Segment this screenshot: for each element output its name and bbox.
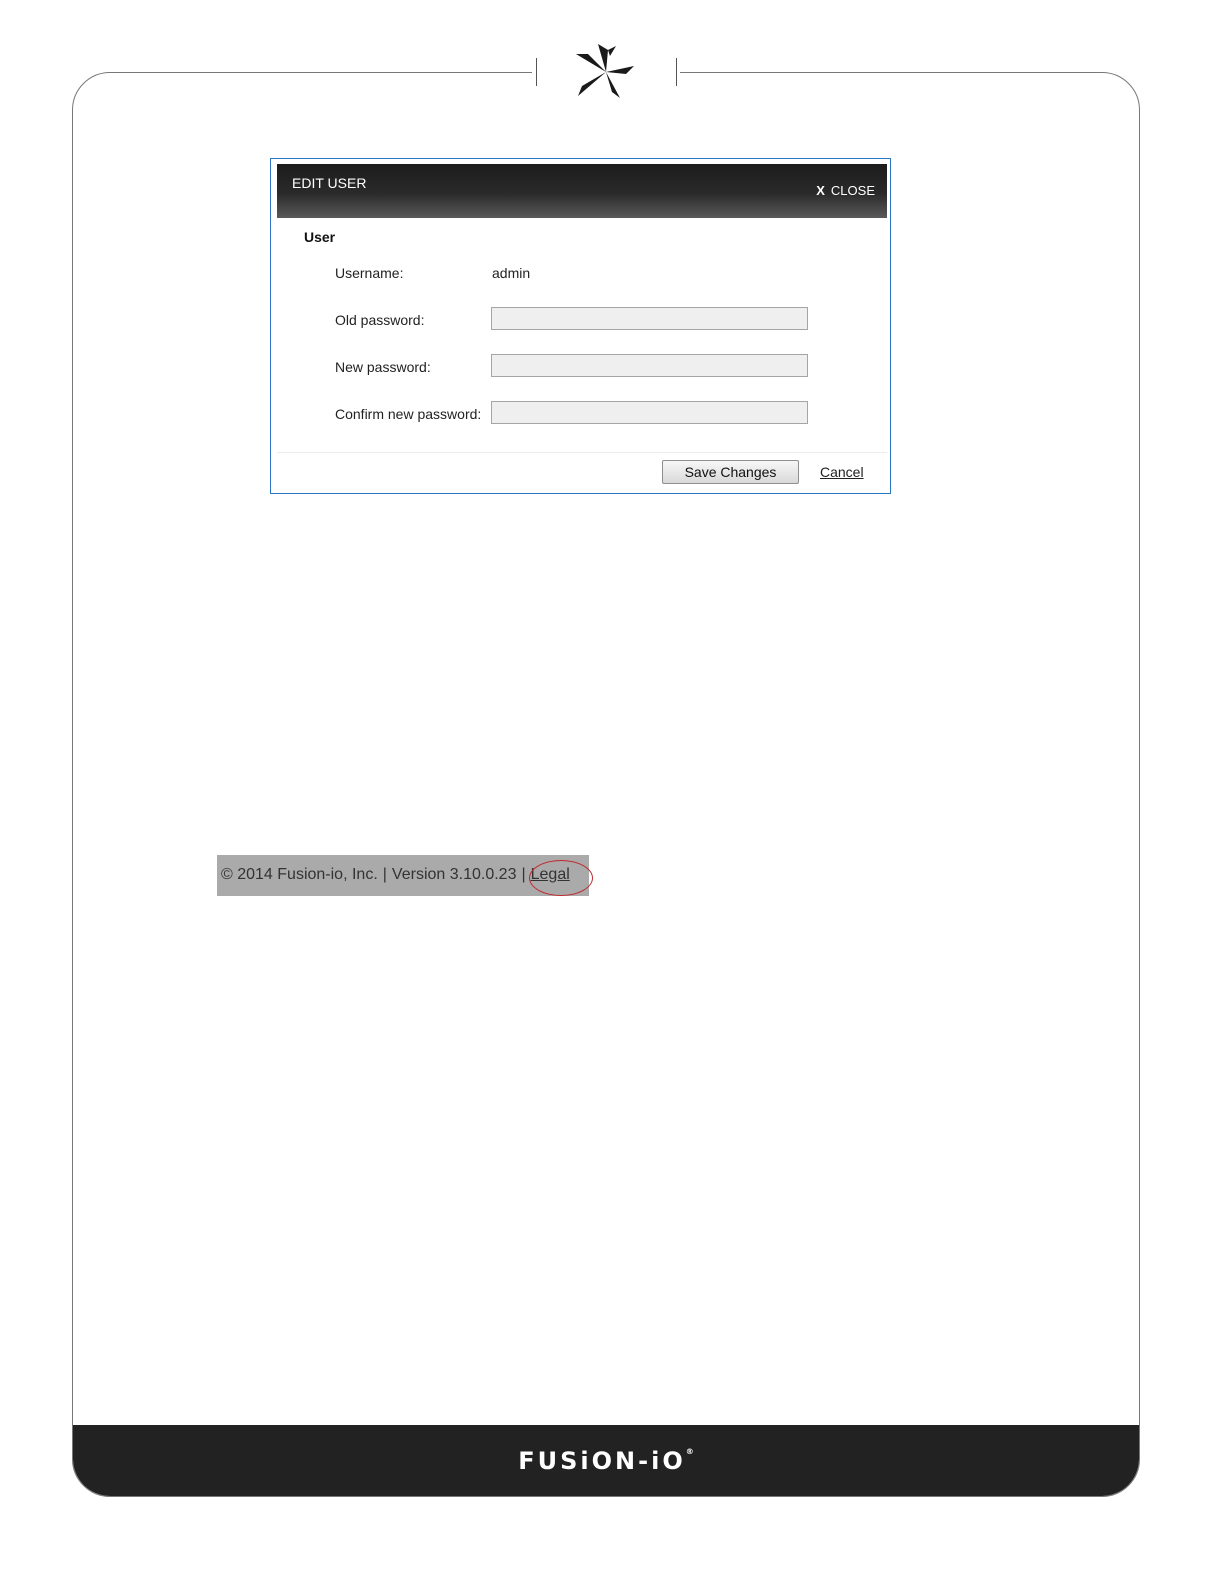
version-text: Version 3.10.0.23 — [391, 866, 517, 883]
registered-mark: ® — [685, 1447, 694, 1456]
confirm-password-label: Confirm new password: — [335, 406, 482, 422]
copyright-text: © 2014 Fusion-io, Inc. — [221, 866, 378, 883]
brand-logo-text — [73, 1447, 1139, 1475]
edit-user-dialog — [270, 158, 891, 494]
brand-name: FUSiON-iO — [518, 1447, 686, 1475]
dialog-divider — [277, 452, 887, 453]
close-button[interactable] — [816, 183, 875, 198]
new-password-label: New password: — [335, 359, 431, 375]
dialog-header — [277, 164, 887, 218]
save-changes-button[interactable]: Save Changes — [662, 460, 799, 484]
logo-divider-left — [536, 58, 537, 86]
copyright-line — [221, 866, 570, 884]
confirm-password-field[interactable] — [491, 401, 808, 424]
username-value: admin — [492, 265, 531, 281]
old-password-field[interactable] — [491, 307, 808, 330]
brand-footer-bar — [73, 1425, 1139, 1496]
logo-divider-right — [676, 58, 677, 86]
close-label: CLOSE — [830, 183, 875, 198]
fusion-io-logo-icon — [568, 40, 644, 104]
old-password-label: Old password: — [335, 312, 425, 328]
separator: | — [521, 866, 526, 883]
username-label: Username: — [335, 265, 404, 281]
separator: | — [382, 866, 387, 883]
legal-link[interactable]: Legal — [530, 866, 570, 883]
cancel-link[interactable]: Cancel — [820, 464, 864, 480]
dialog-title: EDIT USER — [292, 175, 367, 191]
new-password-field[interactable] — [491, 354, 808, 377]
highlight-circle — [529, 860, 593, 896]
section-title: User — [304, 229, 336, 245]
close-icon: X — [816, 183, 825, 198]
